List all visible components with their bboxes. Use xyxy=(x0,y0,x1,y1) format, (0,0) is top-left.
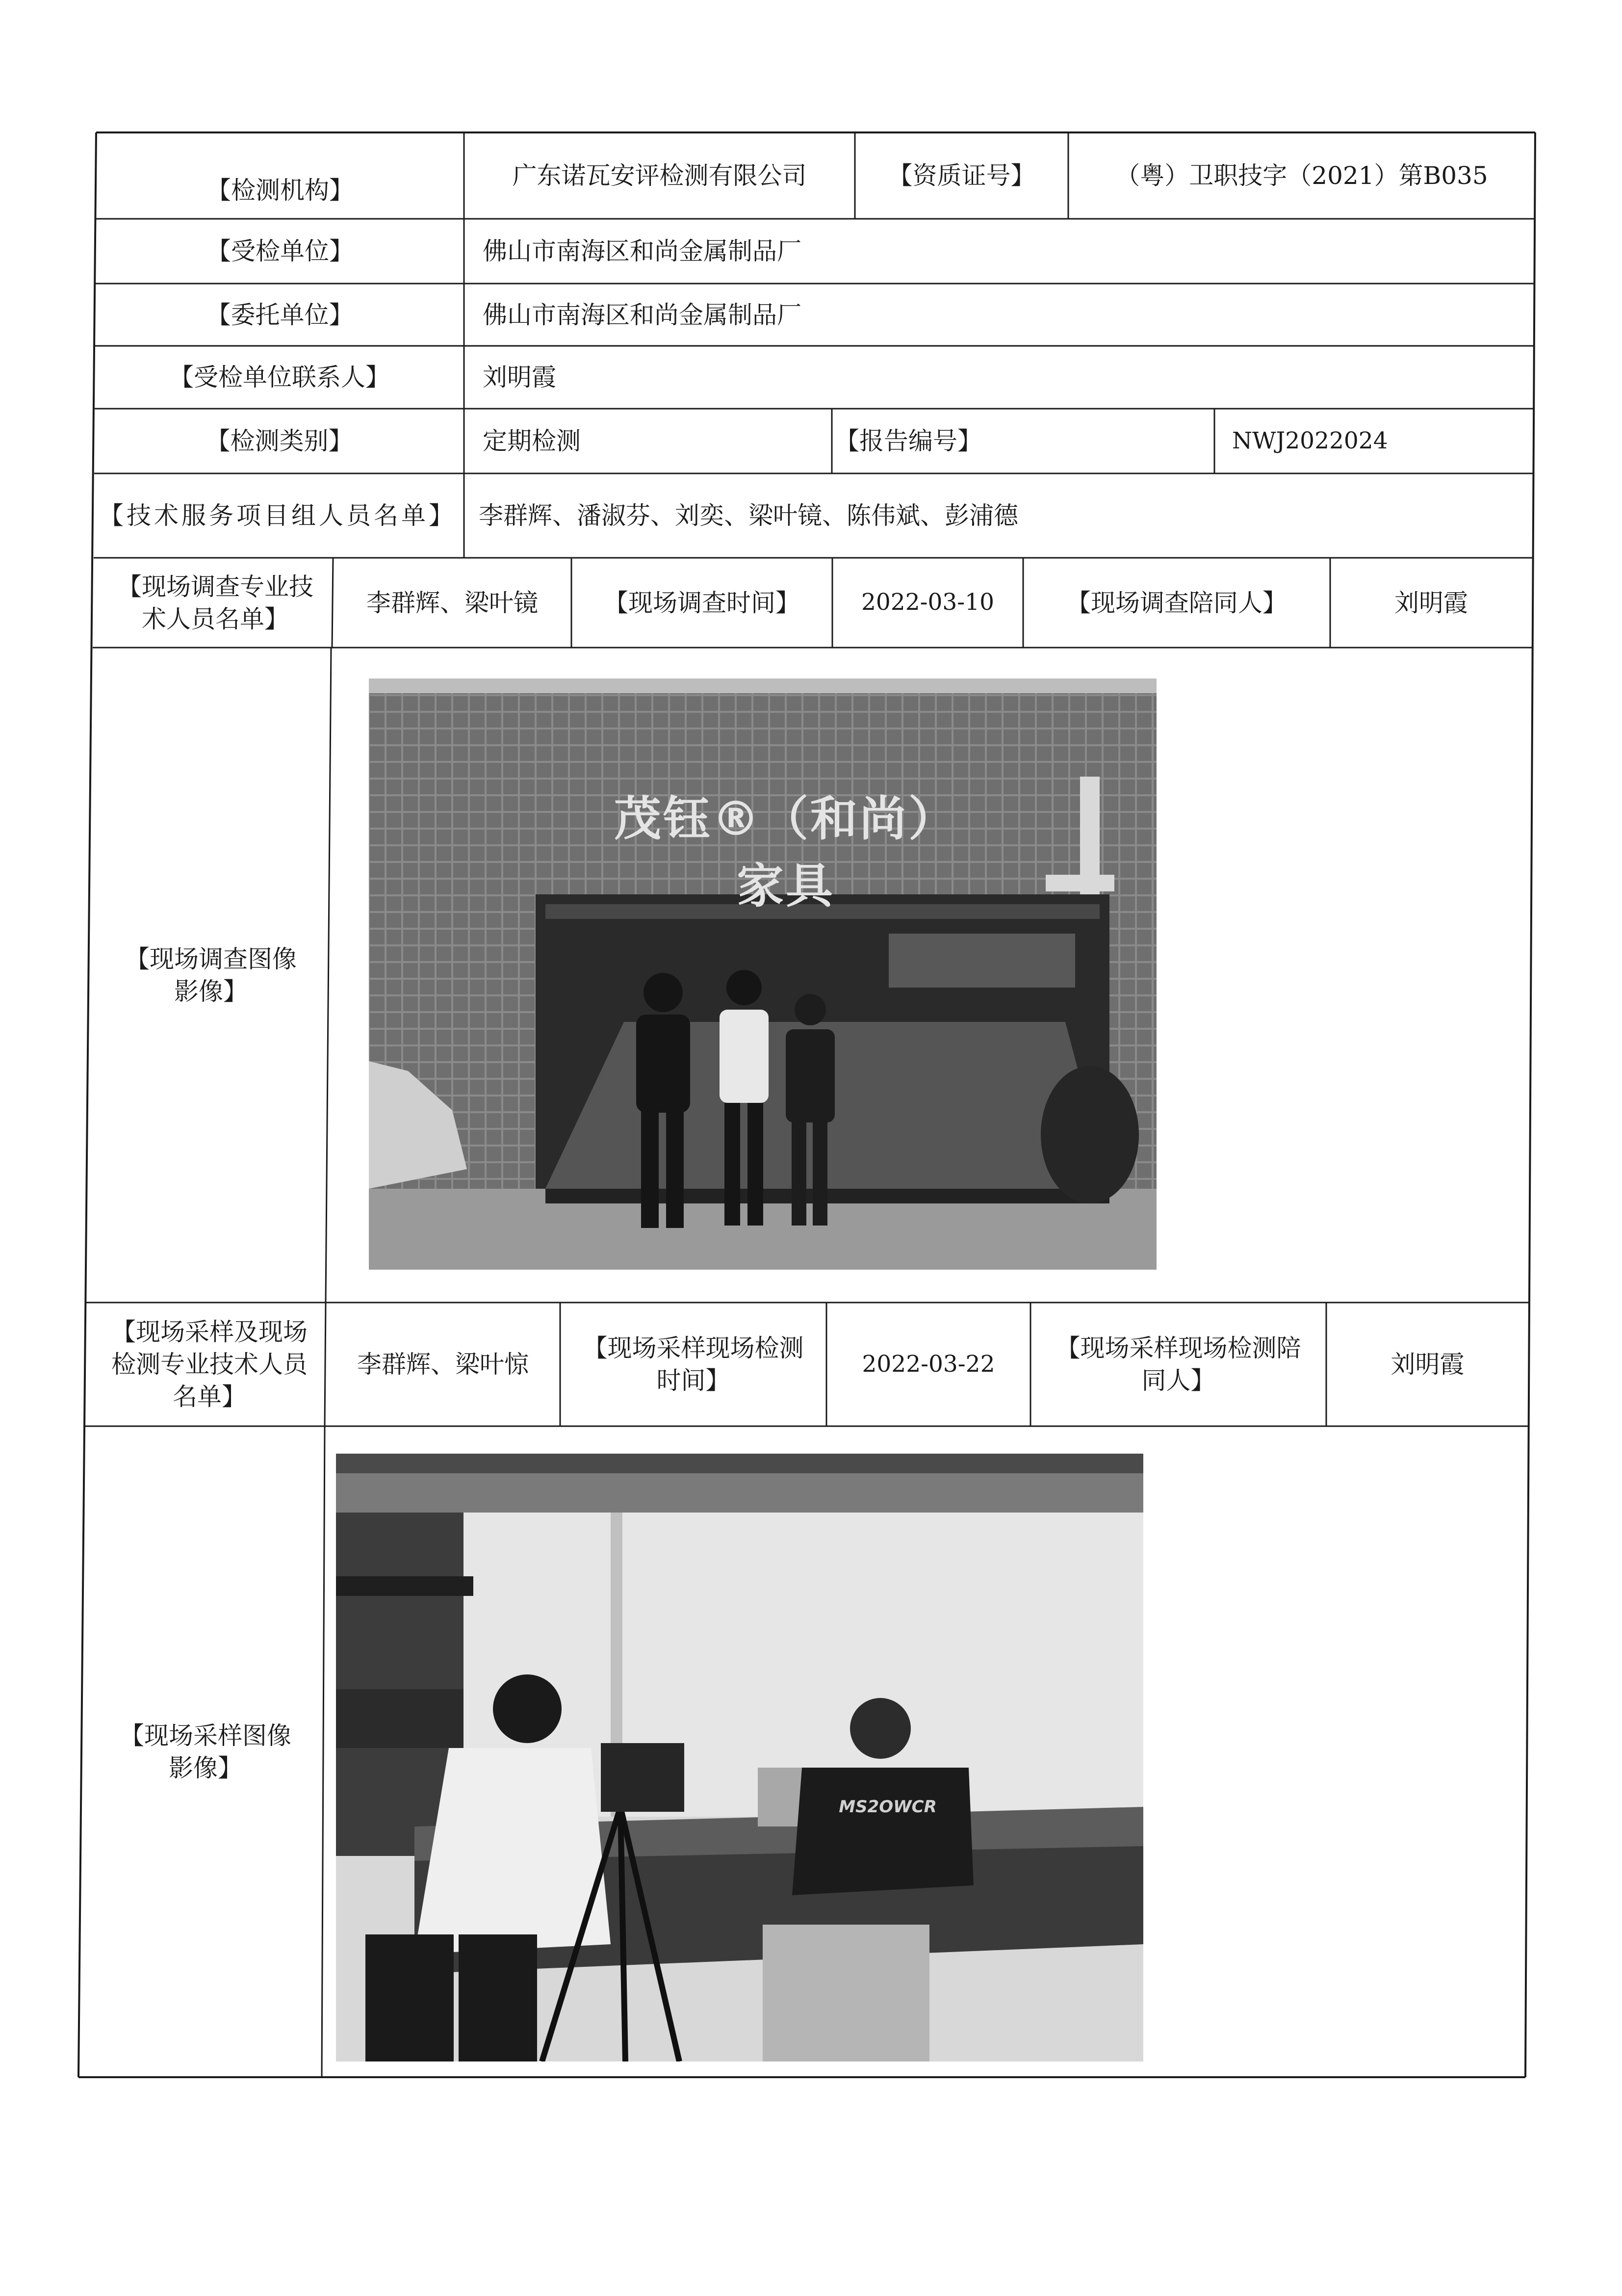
survey-image-label: 【现场调查图像影像】 xyxy=(125,944,297,1006)
sampling-time-label: 【现场采样现场检测时间】 xyxy=(583,1334,804,1395)
survey-companion-label: 【现场调查陪同人】 xyxy=(1066,588,1287,617)
sampling-staff-label: 【现场采样及现场检测专业技术人员名单】 xyxy=(111,1318,308,1411)
shop-sign-text: 茂钰®（和尚）家具 xyxy=(614,791,957,913)
inspected-unit-value: 佛山市南海区和尚金属制品厂 xyxy=(483,237,801,265)
qualification-label: 【资质证号】 xyxy=(888,161,1035,190)
org-value: 广东诺瓦安评检测有限公司 xyxy=(512,161,807,190)
survey-companion-value: 刘明霞 xyxy=(1394,588,1468,617)
report-number-value: NWJ2022024 xyxy=(1232,427,1388,454)
shirt-print-text: MS2OWCR xyxy=(839,1797,937,1817)
survey-photo xyxy=(369,678,1157,1270)
survey-staff-label: 【现场调查专业技术人员名单】 xyxy=(117,572,313,633)
survey-time-value: 2022-03-10 xyxy=(861,589,994,616)
report-number-label: 【报告编号】 xyxy=(835,427,982,455)
sampling-companion-value: 刘明霞 xyxy=(1390,1350,1465,1379)
survey-photo-drawing xyxy=(369,678,1157,1270)
sampling-photo-drawing xyxy=(336,1454,1143,2061)
survey-time-label: 【现场调查时间】 xyxy=(604,588,800,617)
qualification-value: （粤）卫职技字（2021）第B035 xyxy=(1115,161,1488,190)
client-unit-value: 佛山市南海区和尚金属制品厂 xyxy=(483,300,801,329)
sampling-staff-value: 李群辉、梁叶惊 xyxy=(357,1350,529,1379)
sampling-photo xyxy=(336,1454,1143,2061)
sampling-time-value: 2022-03-22 xyxy=(862,1350,995,1378)
team-value: 李群辉、潘淑芬、刘奕、梁叶镜、陈伟斌、彭浦德 xyxy=(479,501,1018,530)
inspected-unit-label: 【受检单位】 xyxy=(206,237,354,265)
category-value: 定期检测 xyxy=(483,427,581,455)
contact-label: 【受检单位联系人】 xyxy=(169,363,390,391)
contact-value: 刘明霞 xyxy=(483,363,556,391)
sampling-image-label: 【现场采样图像影像】 xyxy=(120,1721,291,1782)
sampling-companion-label: 【现场采样现场检测陪同人】 xyxy=(1056,1334,1301,1395)
org-label: 【检测机构】 xyxy=(206,176,354,205)
survey-staff-value: 李群辉、梁叶镜 xyxy=(366,588,538,617)
team-label: 【技术服务项目组人员名单】 xyxy=(99,501,456,530)
category-label: 【检测类别】 xyxy=(206,427,353,455)
client-unit-label: 【委托单位】 xyxy=(206,300,354,329)
